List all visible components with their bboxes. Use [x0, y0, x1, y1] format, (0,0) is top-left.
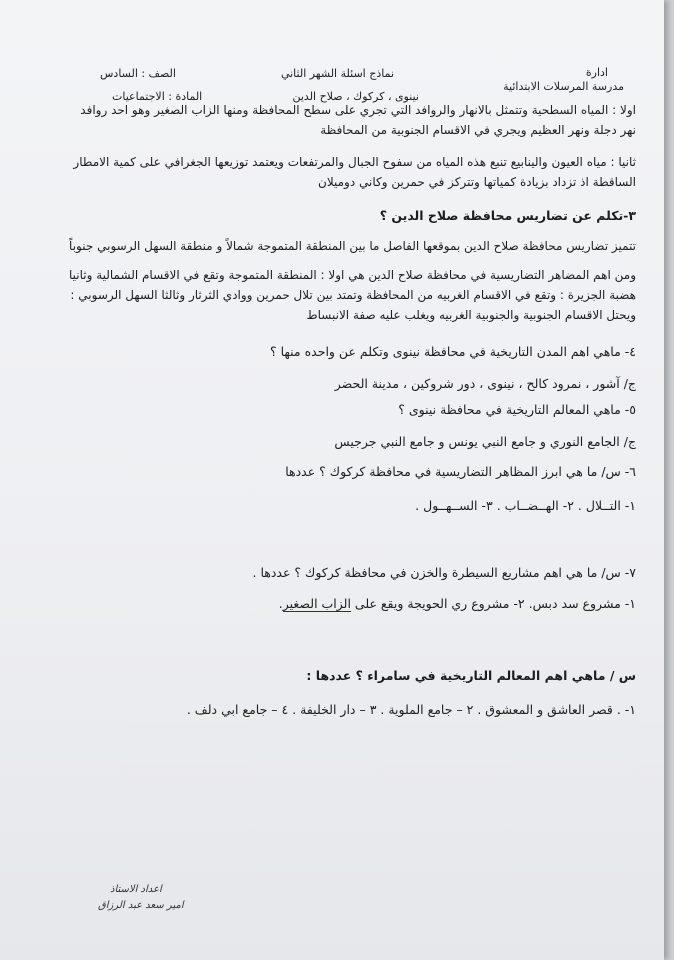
answer-6: ١- التــلال . ٢- الهــضــاب . ٣- الســهــول . — [415, 498, 636, 513]
text-line: ويحتل الاقسام الجنوبية والجنوبية الغربيه ويغلب عليه صفة الانبساط — [306, 308, 636, 322]
paragraph-springs — [73, 152, 636, 192]
header-admin: ادارة — [585, 66, 608, 79]
exam-title: نماذج اسئلة الشهر الثاني — [280, 67, 394, 80]
text-line: نهر دجلة ونهر العظيم ويجري في الاقسام الجنوبية من المحافظة — [320, 123, 636, 137]
answer-7-underlined: الزاب الصغير — [282, 596, 351, 611]
text-line: ومن اهم المضاهر التضاريسية في محافظة صلاح الدين هي اولا : المنطقة المتموجة وتقع في الاقسام الشمالية وثانيا — [68, 268, 636, 282]
class-label: الصف : السادس — [100, 67, 176, 80]
question-4: ٤- ماهي اهم المدن التاريخية في محافظة نينوى وتكلم عن واحده منها ؟ — [269, 344, 636, 359]
subject-label: المادة : الاجتماعيات — [112, 90, 203, 103]
text-line: اولا : المياه السطحية وتتمثل بالانهار والروافد التي تجري على سطح المحافظة ومنها الزاب الصغير وهو احد روافد — [80, 103, 636, 117]
answer-7-text: ١- مشروع سد دبس. ٢- مشروع ري الحويجة ويقع على — [350, 596, 636, 611]
answer-3-intro: تتميز تضاريس محافظة صلاح الدين بموقعها الفاصل ما بين المنطقة المتموجة شمالاً و منطقة السهل الرسوبي جنوباً — [69, 239, 636, 253]
text-line: ثانيا : مياه العيون والينابيع تنبع هذه المياه من سفوح الجبال والمرتفعات ويعتمد توزيعها الجغرافي على كمية الامطار — [73, 155, 636, 169]
text-line: هضبة الجزيرة : وتقع في الاقسام الغربيه من المحافظة وتمتد بين تلال حمرين ووادي الثرثار وثالثا السهل الرسوبي : — [70, 288, 636, 302]
answer-8: ١- . قصر العاشق و المعشوق . ٢ – جامع الملوية . ٣ – دار الخليفة . ٤ – جامع ابي دلف . — [186, 702, 636, 717]
provinces-label: نينوى ، كركوك ، صلاح الدين — [292, 90, 419, 103]
question-5: ٥- ماهي المعالم التاريخية في محافظة نينوى ؟ — [398, 402, 636, 417]
question-6: ٦- س/ ما هي ابرز المظاهر التضاريسية في محافظة كركوك ؟ عددها — [285, 464, 636, 479]
header-school: مدرسة المرسلات الابتدائية — [503, 80, 624, 93]
text-line: الساقطة اذ تزداد بزيادة كمياتها وتتركز في حمرين وكاني دوميلان — [318, 175, 636, 189]
answer-3-details — [69, 265, 636, 325]
answer-7 — [279, 596, 636, 611]
answer-7-end: . — [278, 596, 283, 611]
question-3: ٣-تكلم عن تضاريس محافظة صلاح الدين ؟ — [379, 208, 636, 223]
paragraph-surface-water — [80, 100, 636, 140]
question-7: ٧- س/ ما هي اهم مشاريع السيطرة والخزن في محافظة كركوك ؟ عددها . — [252, 565, 636, 580]
signature-label: اعداد الاستاذ — [110, 884, 162, 895]
question-8: س / ماهي اهم المعالم التاريخية في سامراء ؟ عددها : — [306, 668, 636, 683]
answer-5: ج/ الجامع النوري و جامع النبي يونس و جامع النبي جرجيس — [334, 434, 636, 449]
answer-4: ج/ آشور ، نمرود كالح ، نينوى ، دور شروكين ، مدينة الحضر — [334, 376, 636, 391]
signature-name: امير سعد عبد الرزاق — [98, 900, 184, 911]
